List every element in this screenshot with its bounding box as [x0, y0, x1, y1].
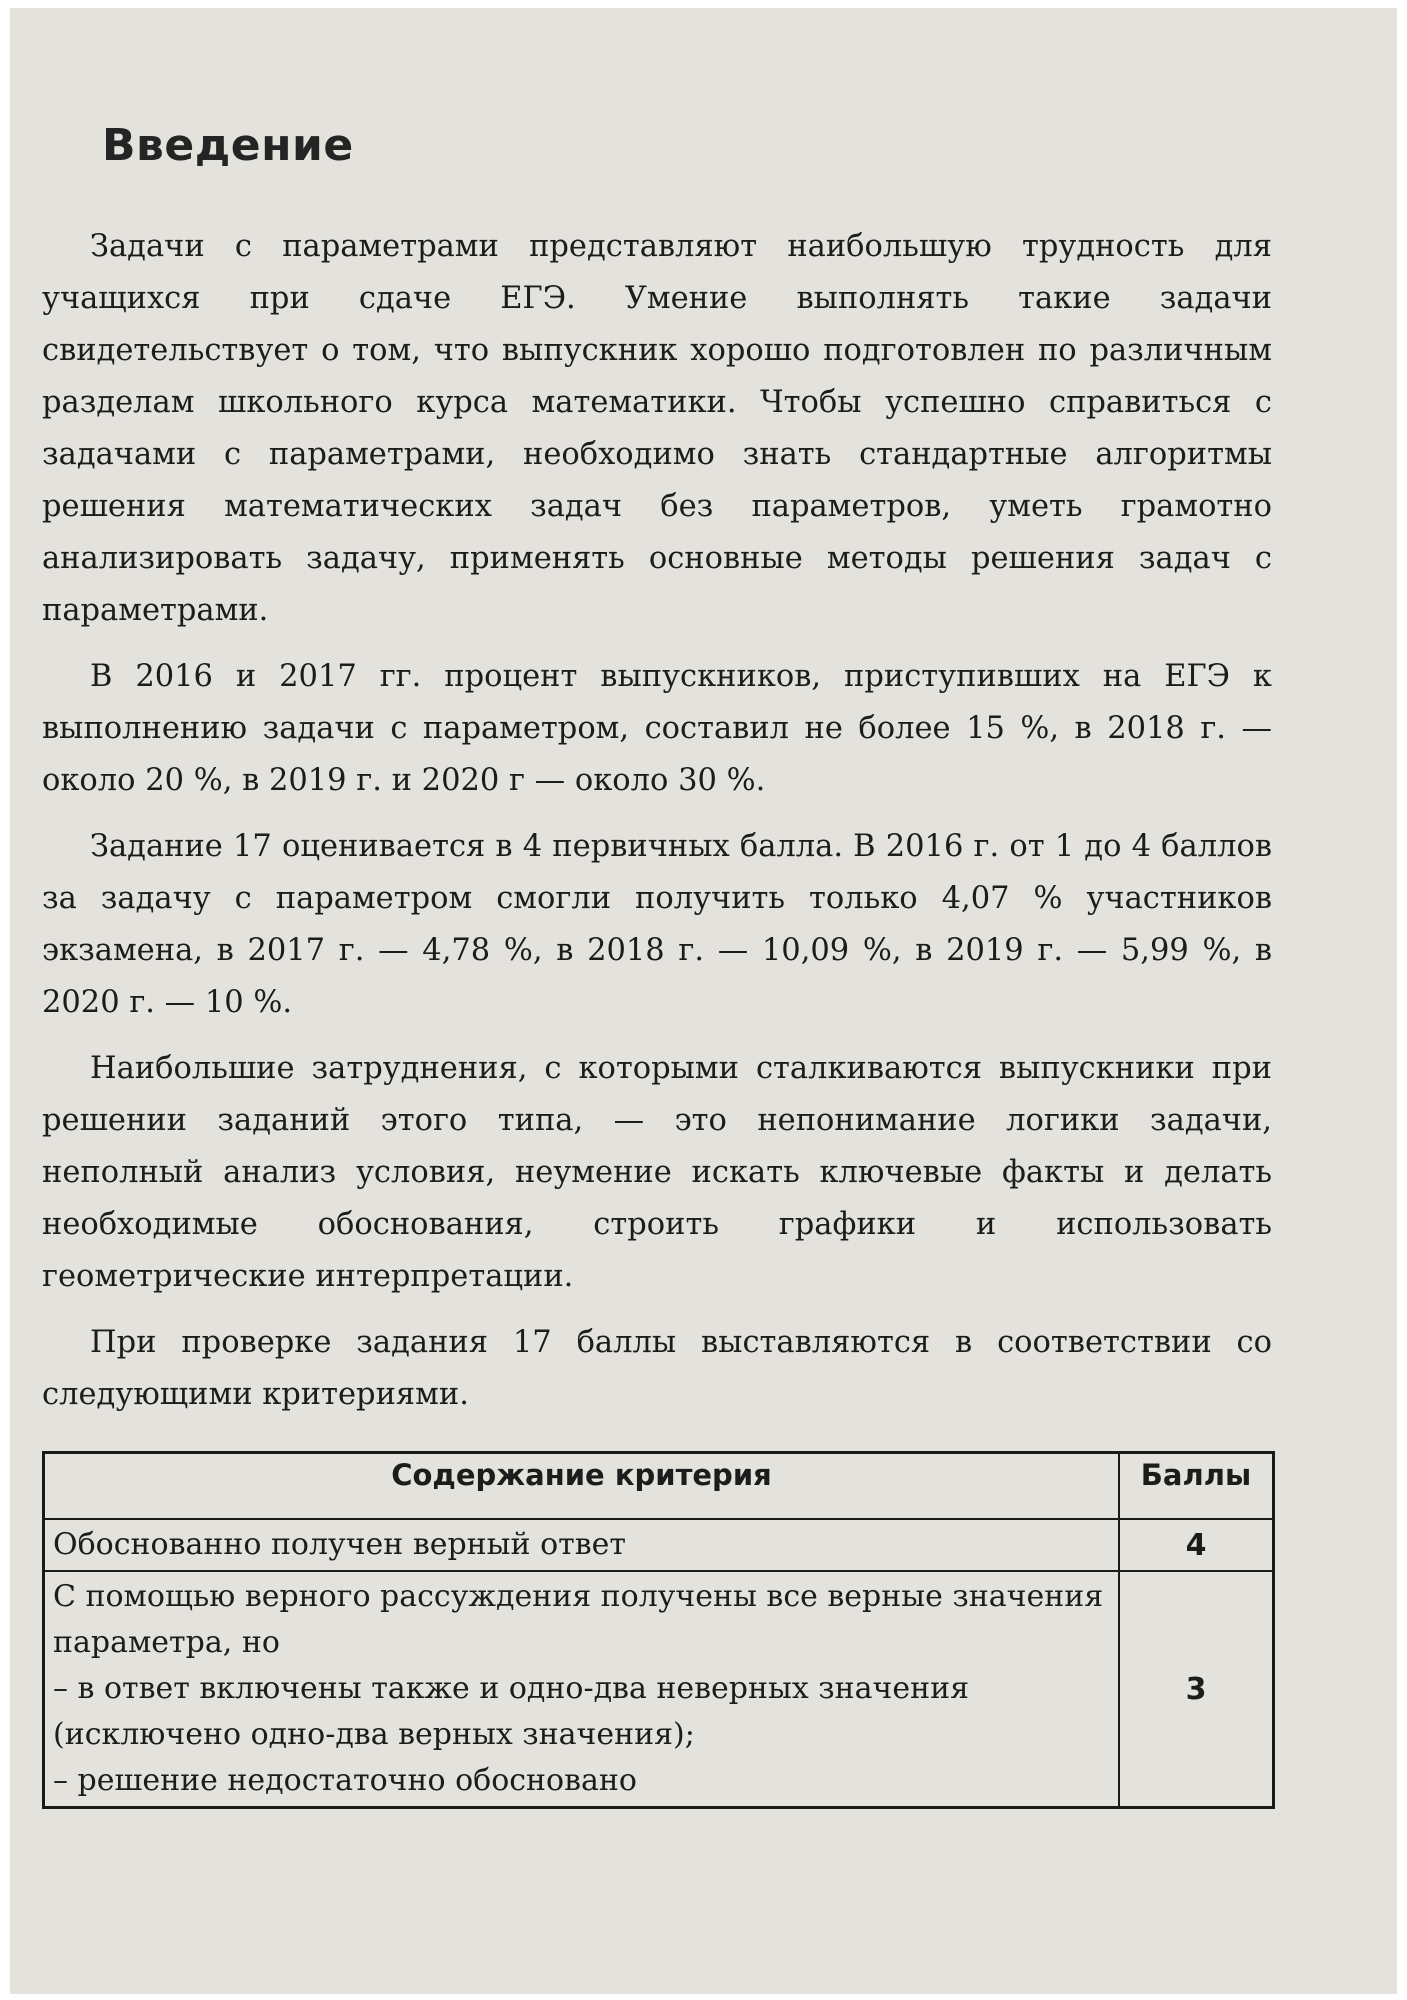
paragraph-difficulties: Наибольшие затруднения, с которыми сталкиваются выпускники при решении заданий этого типа, — это непонимание логики задачи, неполный анализ условия, неумение искать ключевые факты и делать необходимые обоснования, строить графики и использовать геометрические интерпретации. — [42, 1051, 1272, 1294]
paragraph-statistics-participation: В 2016 и 2017 гг. процент выпускников, приступивших на ЕГЭ к выполнению задачи с параметром, составил не более 15 %, в 2018 г. — около 20 %, в 2019 г. и 2020 г — около 30 %. — [42, 659, 1272, 798]
header-criterion: Содержание критерия — [44, 1453, 1120, 1520]
paragraph-statistics-scores: Задание 17 оценивается в 4 первичных балла. В 2016 г. от 1 до 4 баллов за задачу с параметром смогли получить только 4,07 % участников экзамена, в 2017 г. — 4,78 %, в 2018 г. — 10,09 %, в 2019 г. — 5,99 %, в 2020 г. — 10 %. — [42, 829, 1272, 1020]
score-cell: 3 — [1119, 1571, 1274, 1808]
page-content — [42, 120, 1272, 1809]
header-score: Баллы — [1119, 1453, 1274, 1520]
criterion-cell — [44, 1519, 1120, 1571]
table-row — [44, 1519, 1274, 1571]
criteria-table — [42, 1451, 1275, 1809]
criterion-cell — [44, 1571, 1120, 1808]
paragraph-intro: Задачи с параметрами представляют наибольшую трудность для учащихся при сдаче ЕГЭ. Умение выполнять такие задачи свидетельствует о том, что выпускник хорошо подготовлен по различным разделам школьного курса математики. Чтобы успешно справиться с задачами с параметрами, необходимо знать стандартные алгоритмы решения математических задач без параметров, уметь грамотно анализировать задачу, применять основные методы решения задач с параметрами. — [42, 229, 1272, 628]
criterion-text: – в ответ включены также и одно-два неверных значения (исключено одно-два верных значения); — [53, 1671, 970, 1752]
table-row — [44, 1571, 1274, 1808]
paragraph-criteria-intro: При проверке задания 17 баллы выставляются в соответствии со следующими критериями. — [42, 1325, 1272, 1412]
section-heading: Введение — [102, 120, 354, 171]
score-cell: 4 — [1119, 1519, 1274, 1571]
criterion-text: Обоснованно получен верный ответ — [53, 1527, 626, 1562]
table-header-row — [44, 1453, 1274, 1520]
criterion-text: С помощью верного рассуждения получены все верные значения параметра, но — [53, 1579, 1104, 1660]
criterion-text: – решение недостаточно обосновано — [53, 1763, 637, 1798]
book-page — [10, 8, 1397, 1994]
